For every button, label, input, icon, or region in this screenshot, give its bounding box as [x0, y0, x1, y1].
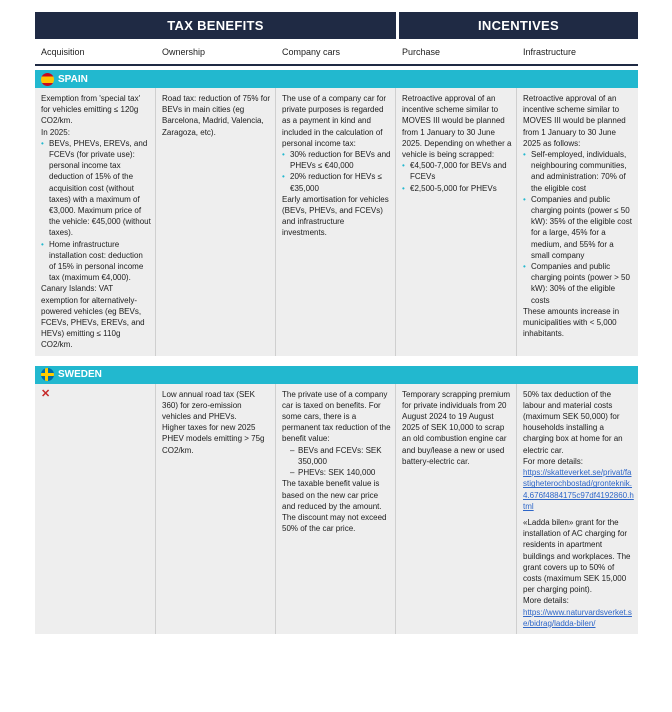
tax-benefits-header: TAX BENEFITS [35, 12, 396, 39]
naturvardsverket-link[interactable]: https://www.naturvardsverket.se/bidrag/ladda-bilen/ [523, 607, 632, 628]
text-line: For more details: [523, 456, 584, 466]
list-item-text: 30% reduction for BEVs and PHEVs ≤ €40,000 [290, 150, 391, 171]
bullet-icon [282, 171, 290, 193]
country-name-sweden: SWEDEN [58, 369, 102, 381]
cell-sweden-acquisition [35, 384, 156, 634]
text-line: 50% tax deduction of the labour and material costs (maximum SEK 50,000) for households installing a charging box at home for an electric car. [523, 389, 623, 455]
text-line: Retroactive approval of an incentive scheme similar to MOVES III would be planned from 1 January to 30 June 2025. Depending on whether a vehicle is being scrapped: [402, 94, 512, 160]
cell-sweden-company-cars [276, 384, 396, 634]
country-name-spain: SPAIN [58, 73, 88, 85]
cell-spain-purchase [396, 88, 517, 356]
list-item [282, 467, 391, 478]
cell-spain-company-cars [276, 88, 396, 356]
text-line: Higher taxes for new 2025 PHEV models emitting > 75g CO2/km. [162, 423, 265, 455]
cell-sweden-infrastructure [517, 384, 638, 634]
cell-sweden-ownership [156, 384, 276, 634]
list-item-text: Home infrastructure installation cost: deduction of 15% in personal income tax (maximum €4,000). [49, 239, 144, 283]
country-bar-spain [35, 70, 638, 88]
bullet-icon [282, 149, 290, 171]
table-row-spain [35, 88, 638, 356]
bullet-icon [523, 261, 531, 306]
dash-icon [290, 445, 298, 467]
list-item-text: 20% reduction for HEVs ≤ €35,000 [290, 172, 382, 193]
text-line: These amounts increase in municipalities with < 5,000 inhabitants. [523, 306, 620, 339]
list-item [402, 160, 512, 182]
text-line: The taxable benefit value is based on the new car price and reduced by the amount. The discount may not exceed 50% of the car price. [282, 479, 387, 534]
text-line: «Ladda bilen» grant for the installation of AC charging for residents in apartment buildings and workplaces. The grant covers up to 50% of costs (maximum SEK 15,000 per charging point). [523, 517, 631, 595]
column-header-company-cars: Company cars [282, 47, 341, 57]
text-line: Canary Islands: VAT exemption for alternatively-powered vehicles (eg BEVs, FCEVs, PHEVs, EREVs, and HEVs) emitting ≤ 110g CO2/km. [41, 284, 145, 350]
bullet-icon [523, 194, 531, 261]
text-line: Temporary scrapping premium for private individuals from 20 August 2024 to 19 August 2025 of SEK 10,000 to scrap an old combustion engine car and buy/lease a new or used battery-electric car. [402, 389, 511, 466]
cell-spain-acquisition [35, 88, 156, 356]
country-bar-sweden [35, 366, 638, 384]
text-line: Road tax: reduction of 75% for BEVs in main cities (eg Barcelona, Madrid, Valencia, Zaragoza, etc). [162, 94, 271, 137]
bullet-icon [41, 138, 49, 239]
list-item-text: BEVs, PHEVs, EREVs, and FCEVs (for private use): personal income tax deduction of 15% of the acquisition cost (without taxes) with a maximum of €3,000. Maximum price of the vehicle: €45,000 (without taxes). [49, 138, 151, 238]
section-header-band [35, 12, 638, 39]
cell-sweden-purchase [396, 384, 517, 634]
spain-flag-icon [41, 73, 54, 86]
tax-incentives-table [35, 12, 638, 634]
column-header-ownership: Ownership [162, 47, 206, 57]
text-line: Low annual road tax (SEK 360) for zero-emission vehicles and PHEVs. [162, 389, 255, 422]
incentives-header: INCENTIVES [399, 12, 638, 39]
bullet-icon [402, 160, 410, 182]
column-header-purchase: Purchase [402, 47, 441, 57]
text-line: More details: [523, 596, 569, 606]
list-item-text: Companies and public charging points (power ≤ 50 kW): 35% of the eligible cost for a large, 45% for a medium, and 55% for a small company [531, 194, 632, 260]
list-item [282, 445, 391, 467]
column-header-infrastructure: Infrastructure [523, 47, 577, 57]
list-item-text: BEVs and FCEVs: SEK 350,000 [298, 445, 382, 466]
list-item [402, 183, 512, 194]
column-headers [35, 39, 638, 66]
cell-spain-infrastructure [517, 88, 638, 356]
list-item [282, 149, 391, 171]
bullet-icon [402, 183, 410, 194]
list-item [282, 171, 391, 193]
column-header-acquisition: Acquisition [41, 47, 85, 57]
bullet-icon [41, 239, 49, 284]
list-item [523, 261, 634, 306]
dash-icon [290, 467, 298, 478]
list-item-text: Companies and public charging points (power > 50 kW): 30% of the eligible costs [531, 262, 630, 305]
text-line: Exemption from 'special tax' for vehicles emitting ≤ 120g CO2/km. [41, 94, 141, 126]
list-item-text: PHEVs: SEK 140,000 [298, 468, 376, 478]
list-item [523, 194, 634, 261]
list-item [523, 149, 634, 194]
cross-icon: ✕ [41, 387, 51, 400]
bullet-icon [523, 149, 531, 194]
list-item-text: Self-employed, individuals, neighbouring communities, and administration: 70% of the eligible cost [531, 150, 627, 193]
text-line: Early amortisation for vehicles (BEVs, PHEVs, and FCEVs) and infrastructure investments. [282, 194, 389, 238]
text-line: In 2025: [41, 127, 70, 137]
list-item-text: €4,500-7,000 for BEVs and FCEVs [410, 161, 507, 182]
list-item-text: €2,500-5,000 for PHEVs [410, 183, 497, 193]
skatteverket-link[interactable]: https://skatteverket.se/privat/fastigheterochbostad/gronteknik.4.676f4884175c97df4192860.html [523, 468, 634, 511]
sweden-flag-icon [41, 368, 54, 381]
text-line: The use of a company car for private purposes is regarded as a payment in kind and included in the calculation of personal income tax: [282, 94, 387, 148]
row-spacer [35, 356, 638, 362]
table-row-sweden [35, 384, 638, 634]
text-line: Retroactive approval of an incentive scheme similar to MOVES III would be planned from 1 January to 30 June 2025 as follows: [523, 94, 626, 148]
list-item [41, 239, 151, 284]
text-line: The private use of a company car is taxed on benefits. For some cars, there is a permanent tax reduction of the benefit value: [282, 389, 391, 444]
list-item [41, 138, 151, 239]
cell-spain-ownership [156, 88, 276, 356]
